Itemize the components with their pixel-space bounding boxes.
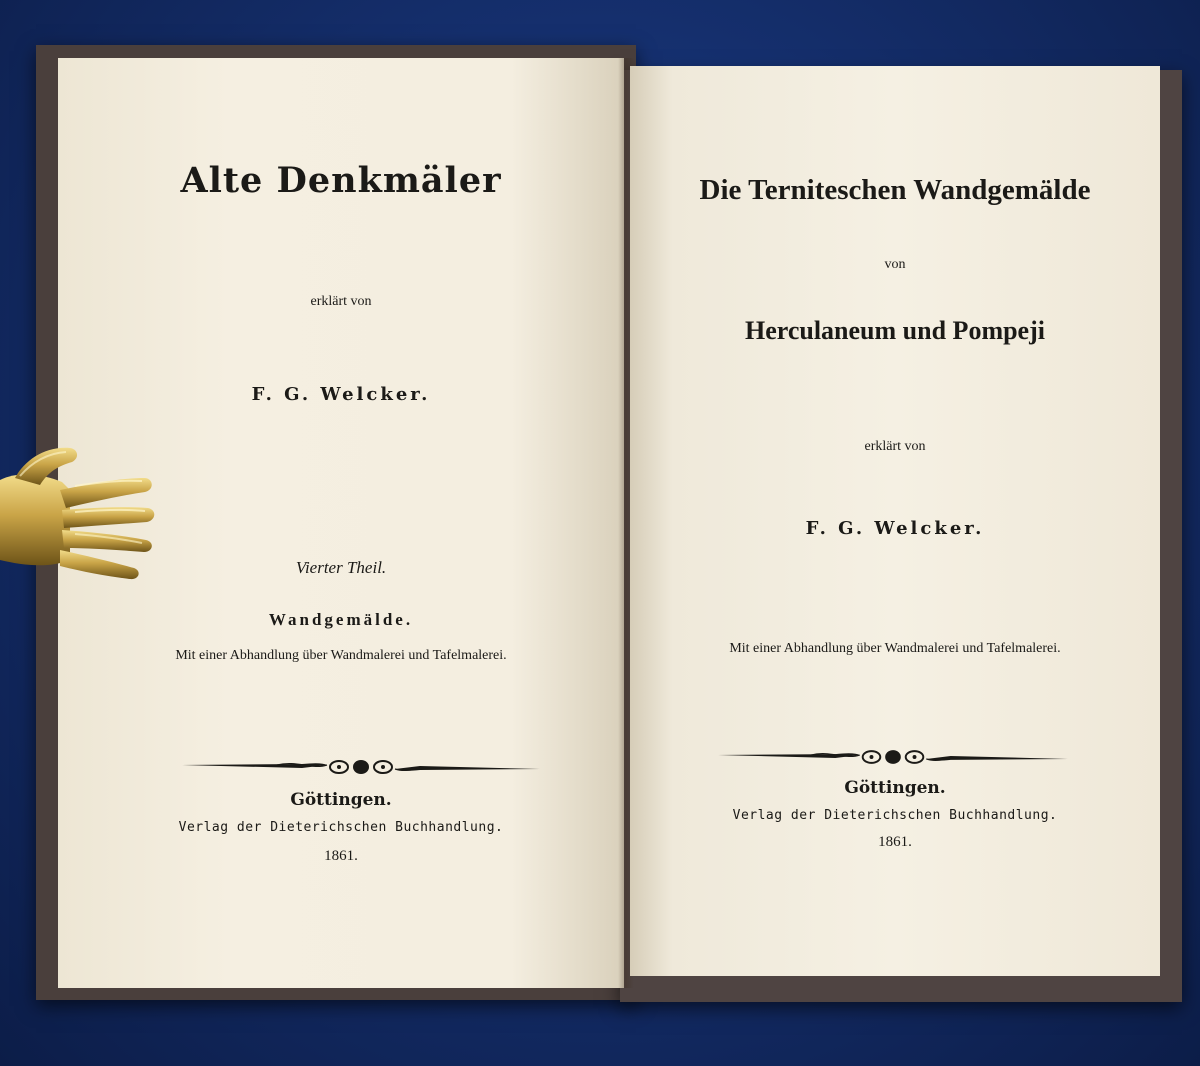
right-explained-by: erklärt von bbox=[864, 439, 926, 454]
left-ornament-rule bbox=[182, 756, 540, 778]
right-page bbox=[630, 66, 1160, 976]
right-location: Herculaneum und Pompeji bbox=[745, 316, 1045, 345]
left-appendix: Mit einer Abhandlung über Wandmalerei und Tafelmalerei. bbox=[175, 648, 507, 663]
left-title: Alte Denkmäler bbox=[180, 160, 502, 201]
left-publisher: Verlag der Dieterichschen Buchhandlung. bbox=[178, 820, 504, 835]
left-year: 1861. bbox=[324, 848, 358, 864]
brass-hand-icon bbox=[0, 440, 160, 590]
left-city: Göttingen. bbox=[290, 790, 392, 810]
right-title: Die Terniteschen Wandgemälde bbox=[699, 174, 1091, 206]
right-ornament-rule bbox=[718, 746, 1068, 768]
left-subject: Wandgemälde. bbox=[268, 610, 414, 629]
right-from: von bbox=[884, 257, 906, 272]
right-publisher: Verlag der Dieterichschen Buchhandlung. bbox=[732, 808, 1058, 823]
right-appendix: Mit einer Abhandlung über Wandmalerei und Tafelmalerei. bbox=[729, 641, 1061, 656]
right-year: 1861. bbox=[878, 834, 912, 850]
left-part: Vierter Theil. bbox=[295, 558, 387, 577]
left-author: F. G. Welcker. bbox=[251, 384, 431, 405]
right-author: F. G. Welcker. bbox=[805, 518, 985, 539]
left-explained-by: erklärt von bbox=[310, 294, 372, 309]
right-city: Göttingen. bbox=[844, 778, 946, 798]
